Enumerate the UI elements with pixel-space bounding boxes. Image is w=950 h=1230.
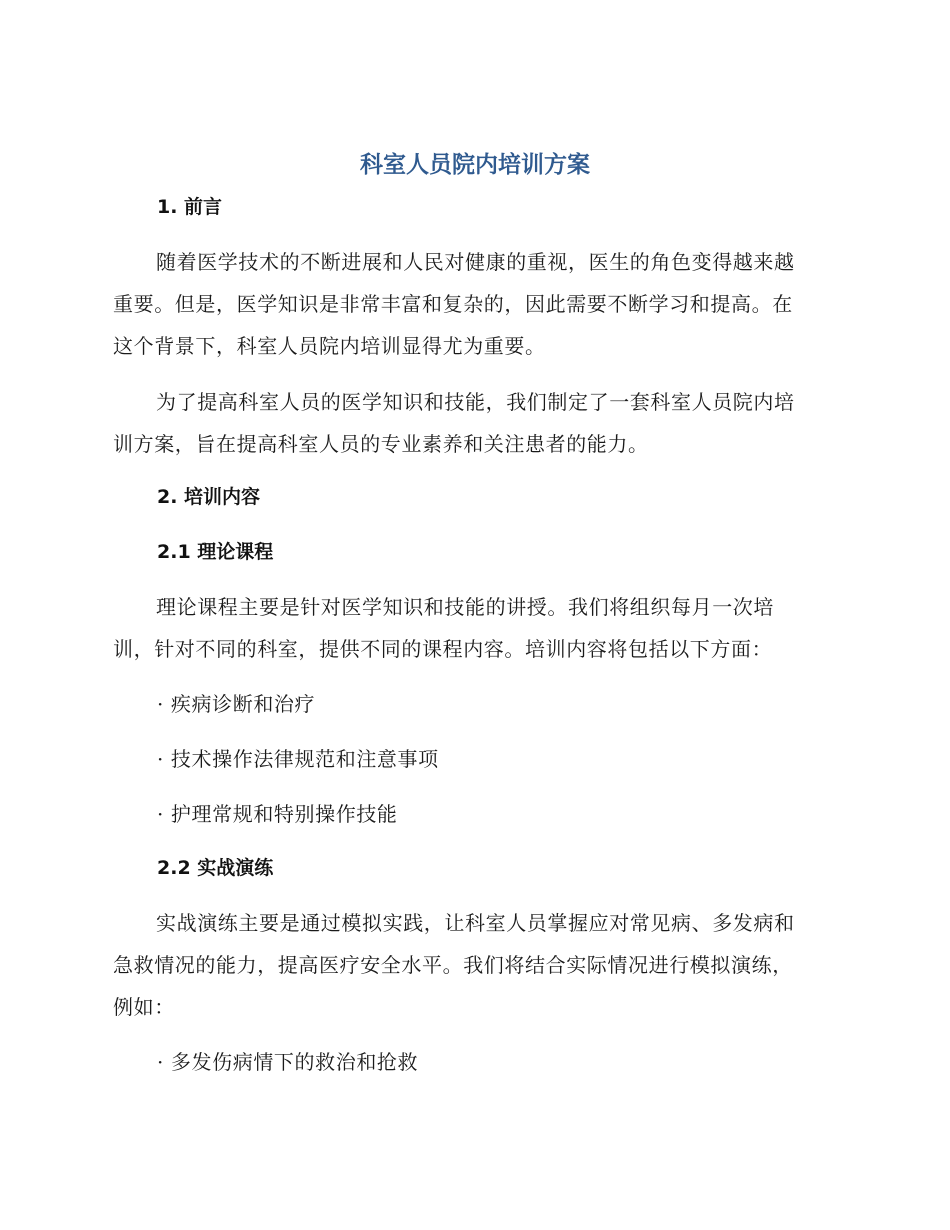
paragraph-line: 重要。但是，医学知识是非常丰富和复杂的，因此需要不断学习和提高。在 (113, 292, 793, 316)
heading-training-content: 2. 培训内容 (157, 486, 261, 508)
heading-theory-course: 2.1 理论课程 (157, 541, 274, 563)
paragraph-intro-1 (113, 241, 833, 367)
paragraph-line: 随着医学技术的不断进展和人民对健康的重视，医生的角色变得越来越 (156, 250, 795, 274)
list-item: · 护理常规和特别操作技能 (157, 802, 398, 826)
paragraph-line: 训，针对不同的科室，提供不同的课程内容。培训内容将包括以下方面： (113, 637, 773, 661)
paragraph-practice (113, 902, 833, 1028)
heading-intro: 1. 前言 (157, 196, 223, 218)
paragraph-intro-2 (113, 381, 833, 465)
heading-practice-drill: 2.2 实战演练 (157, 857, 274, 879)
list-item: · 技术操作法律规范和注意事项 (157, 747, 439, 771)
paragraph-line: 理论课程主要是针对医学知识和技能的讲授。我们将组织每月一次培 (156, 595, 774, 619)
paragraph-line: 例如： (113, 995, 175, 1019)
document-title: 科室人员院内培训方案 (360, 152, 590, 178)
paragraph-line: 急救情况的能力，提高医疗安全水平。我们将结合实际情况进行模拟演练， (113, 953, 793, 977)
list-item: · 多发伤病情下的救治和抢救 (157, 1050, 419, 1074)
paragraph-line: 为了提高科室人员的医学知识和技能，我们制定了一套科室人员院内培 (156, 390, 795, 414)
paragraph-line: 这个背景下，科室人员院内培训显得尤为重要。 (113, 334, 546, 358)
paragraph-line: 训方案，旨在提高科室人员的专业素养和关注患者的能力。 (113, 432, 649, 456)
list-item: · 疾病诊断和治疗 (157, 692, 316, 716)
paragraph-line: 实战演练主要是通过模拟实践，让科室人员掌握应对常见病、多发病和 (156, 911, 795, 935)
paragraph-theory (113, 586, 833, 670)
